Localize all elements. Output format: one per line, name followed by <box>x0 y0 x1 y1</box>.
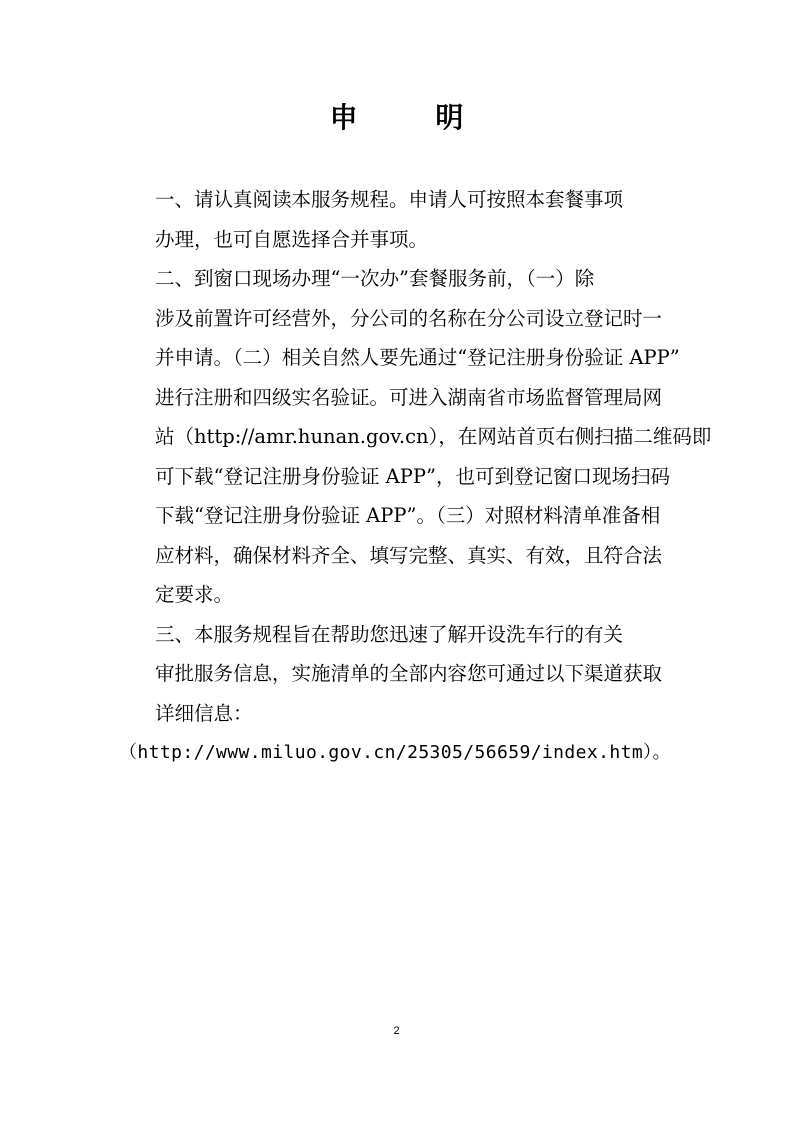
text-line: 涉及前置许可经营外，分公司的名称在分公司设立登记时一 <box>155 306 663 330</box>
text-line: 三、本服务规程旨在帮助您迅速了解开设洗车行的有关 <box>155 622 624 646</box>
document-title: 申 明 <box>329 101 498 134</box>
paragraph-reading-notice <box>116 180 676 259</box>
text-line: 并申请。（二）相关自然人要先通过“登记注册身份验证 APP” <box>155 346 680 369</box>
text-line: 一、请认真阅读本服务规程。申请人可按照本套餐事项 <box>155 188 624 211</box>
page-number: 2 <box>393 1025 400 1037</box>
text-line: 应材料，确保材料齐全、填写完整、真实、有效，且符合法 <box>155 543 663 567</box>
text-line: 定要求。 <box>155 583 234 606</box>
text-line: 进行注册和四级实名验证。可进入湖南省市场监督管理局网 <box>155 385 663 409</box>
text-line: 详细信息： <box>155 701 253 725</box>
paragraph-info-channels <box>116 615 676 773</box>
text-line: 下载“登记注册身份验证 APP”。（三）对照材料清单准备相 <box>155 504 661 527</box>
info-url-link[interactable]: （http://www.miluo.gov.cn/25305/56659/index.htm）。 <box>119 742 671 763</box>
text-line: 二、到窗口现场办理“一次办”套餐服务前，（一）除 <box>155 267 595 290</box>
text-line: 办理，也可自愿选择合并事项。 <box>155 227 429 251</box>
text-line: 可下载“登记注册身份验证 APP”，也可到登记窗口现场扫码 <box>155 464 670 488</box>
paragraph-preparation <box>116 259 712 615</box>
document-body <box>116 180 712 773</box>
text-line-with-link: 站（http://amr.hunan.gov.cn），在网站首页右侧扫描二维码即 <box>155 425 712 448</box>
text-line: 审批服务信息，实施清单的全部内容您可通过以下渠道获取 <box>155 662 663 685</box>
